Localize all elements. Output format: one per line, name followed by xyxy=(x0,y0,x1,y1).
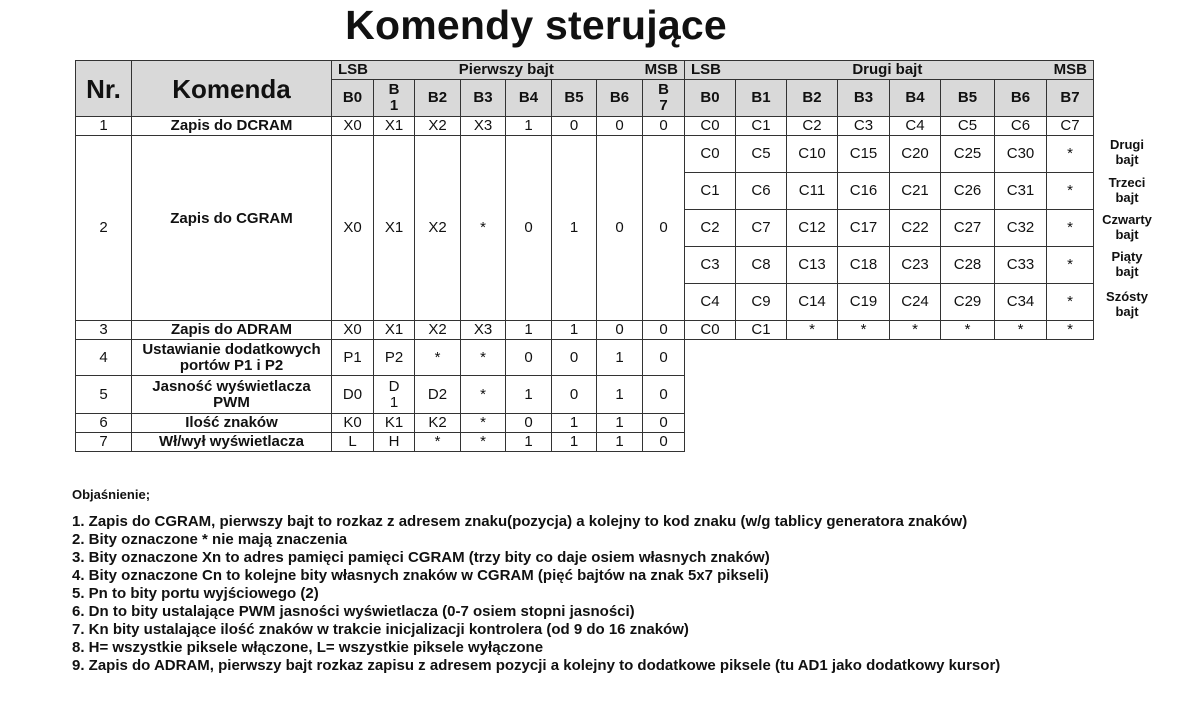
first-byte-bit: 0 xyxy=(597,321,643,340)
second-byte-bit: * xyxy=(1047,136,1094,173)
note-item: 3. Bity oznaczone Xn to adres pamięci pamięci CGRAM (trzy bity co daje osiem własnych znaków) xyxy=(72,549,770,566)
first-byte-bit: 1 xyxy=(506,376,552,414)
byte-order-label: Piąty bajt xyxy=(1111,249,1143,279)
first-byte-bit: * xyxy=(461,376,506,414)
header-second-byte xyxy=(685,61,1094,80)
second-byte-bit-header: B1 xyxy=(736,80,787,117)
first-byte-bit: X1 xyxy=(374,117,415,136)
second-byte-bit: C26 xyxy=(941,173,995,210)
first-byte-bit: 0 xyxy=(643,117,685,136)
second-byte-bit: C17 xyxy=(838,210,890,247)
second-byte-bit-header: B3 xyxy=(838,80,890,117)
table-row xyxy=(76,414,1094,433)
table-row xyxy=(76,117,1094,136)
first-byte-bit: X3 xyxy=(461,321,506,340)
row-number: 1 xyxy=(76,117,132,136)
first-byte-bit: D 1 xyxy=(374,376,415,414)
second-byte-bit: C3 xyxy=(838,117,890,136)
second-byte-bit: C0 xyxy=(685,117,736,136)
first-byte-bit: P1 xyxy=(332,340,374,376)
second-byte-bit-header: B0 xyxy=(685,80,736,117)
second-byte-bit: C0 xyxy=(685,136,736,173)
first-byte-bit: P2 xyxy=(374,340,415,376)
first-byte-bit: D0 xyxy=(332,376,374,414)
second-byte-bit: C11 xyxy=(787,173,838,210)
empty-area xyxy=(685,433,1094,452)
note-item: 7. Kn bity ustalające ilość znaków w trakcie inicjalizacji kontrolera (od 9 do 16 znaków) xyxy=(72,621,689,638)
command-name: Ustawianie dodatkowych portów P1 i P2 xyxy=(132,340,332,376)
second-byte-bit: C21 xyxy=(890,173,941,210)
first-byte-bit-header: B2 xyxy=(415,80,461,117)
second-byte-bit: * xyxy=(1047,173,1094,210)
first-byte-bit: K0 xyxy=(332,414,374,433)
first-byte-bit: 0 xyxy=(552,376,597,414)
second-byte-bit: C23 xyxy=(890,247,941,284)
first-byte-bit: H xyxy=(374,433,415,452)
first-byte-bit: 1 xyxy=(597,414,643,433)
row-number: 5 xyxy=(76,376,132,414)
row-number: 2 xyxy=(76,136,132,321)
first-byte-bit: 1 xyxy=(552,136,597,321)
second-byte-bit: C29 xyxy=(941,284,995,321)
second-byte-bit: C27 xyxy=(941,210,995,247)
second-byte-bit: C30 xyxy=(995,136,1047,173)
second-byte-bit: * xyxy=(995,321,1047,340)
second-byte-bit: C15 xyxy=(838,136,890,173)
row-number: 4 xyxy=(76,340,132,376)
second-byte-msb-label: MSB xyxy=(1053,61,1087,78)
first-byte-bit: X3 xyxy=(461,117,506,136)
first-byte-bit: X2 xyxy=(415,321,461,340)
second-byte-bit: C34 xyxy=(995,284,1047,321)
first-byte-bit: 1 xyxy=(506,321,552,340)
note-item: 8. H= wszystkie piksele włączone, L= wszystkie piksele wyłączone xyxy=(72,639,544,656)
first-byte-bit: * xyxy=(461,414,506,433)
second-byte-bit: C0 xyxy=(685,321,736,340)
command-name: Jasność wyświetlacza PWM xyxy=(132,376,332,414)
notes-section xyxy=(72,487,1000,675)
first-byte-bit: 0 xyxy=(643,414,685,433)
command-name: Zapis do ADRAM xyxy=(132,321,332,340)
second-byte-bit: C7 xyxy=(1047,117,1094,136)
first-byte-bit: 1 xyxy=(597,376,643,414)
second-byte-bit: C3 xyxy=(685,247,736,284)
second-byte-bit-header: B6 xyxy=(995,80,1047,117)
empty-area xyxy=(685,340,1094,376)
second-byte-bit: C1 xyxy=(736,117,787,136)
first-byte-bit-header: B6 xyxy=(597,80,643,117)
first-byte-bit: 0 xyxy=(506,136,552,321)
first-byte-bit: * xyxy=(461,340,506,376)
second-byte-bit: C4 xyxy=(685,284,736,321)
first-byte-bit: D2 xyxy=(415,376,461,414)
empty-area xyxy=(685,376,1094,414)
second-byte-bit: C22 xyxy=(890,210,941,247)
second-byte-bit: C25 xyxy=(941,136,995,173)
first-byte-bit: 0 xyxy=(643,376,685,414)
table-row xyxy=(76,340,1094,376)
table-row xyxy=(76,433,1094,452)
note-item: 4. Bity oznaczone Cn to kolejne bity własnych znaków w CGRAM (pięć bajtów na znak 5x7 pikseli) xyxy=(72,567,769,584)
second-byte-bit: C1 xyxy=(685,173,736,210)
command-table xyxy=(75,60,1094,452)
first-byte-bit: X0 xyxy=(332,321,374,340)
first-byte-bit: K2 xyxy=(415,414,461,433)
first-byte-bit: X2 xyxy=(415,136,461,321)
second-byte-bit: * xyxy=(838,321,890,340)
second-byte-bit: C5 xyxy=(736,136,787,173)
first-byte-bit: X2 xyxy=(415,117,461,136)
second-byte-bit: C6 xyxy=(736,173,787,210)
row-number: 3 xyxy=(76,321,132,340)
second-byte-bit: C8 xyxy=(736,247,787,284)
second-byte-bit: * xyxy=(1047,247,1094,284)
first-byte-bit-header: B 1 xyxy=(374,80,415,117)
first-byte-bit: X0 xyxy=(332,117,374,136)
first-byte-bit-header: B4 xyxy=(506,80,552,117)
first-byte-bit: 0 xyxy=(643,321,685,340)
first-byte-bit: L xyxy=(332,433,374,452)
second-byte-bit: C6 xyxy=(995,117,1047,136)
first-byte-bit: 0 xyxy=(643,340,685,376)
first-byte-bit: X1 xyxy=(374,136,415,321)
command-name: Ilość znaków xyxy=(132,414,332,433)
second-byte-bit: C31 xyxy=(995,173,1047,210)
command-name: Zapis do CGRAM xyxy=(132,136,332,321)
second-byte-bit-header: B5 xyxy=(941,80,995,117)
note-item: 1. Zapis do CGRAM, pierwszy bajt to rozkaz z adresem znaku(pozycja) a kolejny to kod znaku (w/g tablicy generatora znaków) xyxy=(72,513,968,530)
second-byte-bit: C13 xyxy=(787,247,838,284)
page-title: Komendy sterujące xyxy=(345,2,727,48)
first-byte-bit-header: B5 xyxy=(552,80,597,117)
first-byte-bit: * xyxy=(415,433,461,452)
first-byte-bit: 1 xyxy=(552,321,597,340)
first-byte-bit: 0 xyxy=(552,340,597,376)
second-byte-bit-header: B2 xyxy=(787,80,838,117)
second-byte-bit: C4 xyxy=(890,117,941,136)
byte-order-label: Trzeci bajt xyxy=(1108,175,1146,205)
byte-order-label: Czwarty bajt xyxy=(1102,212,1152,242)
note-item: 9. Zapis do ADRAM, pierwszy bajt rozkaz zapisu z adresem pozycji a kolejny to dodatkowe piksele (tu AD1 jako dodatkowy kursor) xyxy=(72,657,1001,674)
second-byte-bit: C24 xyxy=(890,284,941,321)
first-byte-bit: X0 xyxy=(332,136,374,321)
note-item: 5. Pn to bity portu wyjściowego (2) xyxy=(72,585,319,602)
table-row xyxy=(76,376,1094,414)
second-byte-bit: C12 xyxy=(787,210,838,247)
first-byte-bit: X1 xyxy=(374,321,415,340)
first-byte-bit: 1 xyxy=(552,433,597,452)
table-row xyxy=(76,136,1094,173)
notes-heading: Objaśnienie; xyxy=(72,487,151,502)
second-byte-bit-header: B4 xyxy=(890,80,941,117)
header-first-byte xyxy=(332,61,685,80)
first-byte-msb-label: MSB xyxy=(644,61,678,78)
header-nr: Nr. xyxy=(76,61,132,117)
first-byte-bit-header: B3 xyxy=(461,80,506,117)
second-byte-bit: C18 xyxy=(838,247,890,284)
second-byte-bit: C28 xyxy=(941,247,995,284)
second-byte-bit: * xyxy=(1047,284,1094,321)
first-byte-bit: 0 xyxy=(552,117,597,136)
second-byte-bit: C7 xyxy=(736,210,787,247)
row-number: 7 xyxy=(76,433,132,452)
first-byte-bit-header: B 7 xyxy=(643,80,685,117)
note-item: 6. Dn to bity ustalające PWM jasności wyświetlacza (0-7 osiem stopni jasności) xyxy=(72,603,635,620)
second-byte-bit: C5 xyxy=(941,117,995,136)
command-name: Wł/wył wyświetlacza xyxy=(132,433,332,452)
first-byte-bit: 0 xyxy=(643,433,685,452)
first-byte-bit: 0 xyxy=(506,340,552,376)
second-byte-lsb-label: LSB xyxy=(691,61,721,78)
second-byte-bit: C33 xyxy=(995,247,1047,284)
note-item: 2. Bity oznaczone * nie mają znaczenia xyxy=(72,531,348,548)
first-byte-bit: 0 xyxy=(597,117,643,136)
row-number: 6 xyxy=(76,414,132,433)
second-byte-bit: C16 xyxy=(838,173,890,210)
second-byte-bit: C32 xyxy=(995,210,1047,247)
header-komenda: Komenda xyxy=(132,61,332,117)
first-byte-bit: 0 xyxy=(597,136,643,321)
second-byte-bit: C19 xyxy=(838,284,890,321)
first-byte-bit: 0 xyxy=(643,136,685,321)
second-byte-bit: C14 xyxy=(787,284,838,321)
table-row xyxy=(76,321,1094,340)
first-byte-bit-header: B0 xyxy=(332,80,374,117)
second-byte-bit: * xyxy=(1047,321,1094,340)
first-byte-bit: 1 xyxy=(506,117,552,136)
second-byte-bit: * xyxy=(941,321,995,340)
notes-list xyxy=(72,513,1000,675)
second-byte-bit: C1 xyxy=(736,321,787,340)
byte-order-label: Drugi bajt xyxy=(1110,137,1144,167)
byte-order-label: Szósty bajt xyxy=(1106,289,1148,319)
first-byte-label: Pierwszy bajt xyxy=(458,61,554,78)
second-byte-bit: C20 xyxy=(890,136,941,173)
first-byte-bit: 1 xyxy=(506,433,552,452)
first-byte-bit: 1 xyxy=(552,414,597,433)
second-byte-bit: C2 xyxy=(685,210,736,247)
second-byte-bit: C10 xyxy=(787,136,838,173)
second-byte-bit: * xyxy=(890,321,941,340)
first-byte-bit: * xyxy=(415,340,461,376)
second-byte-bit: C2 xyxy=(787,117,838,136)
command-name: Zapis do DCRAM xyxy=(132,117,332,136)
first-byte-bit: 1 xyxy=(597,433,643,452)
second-byte-bit: * xyxy=(787,321,838,340)
first-byte-bit: K1 xyxy=(374,414,415,433)
first-byte-bit: * xyxy=(461,136,506,321)
empty-area xyxy=(685,414,1094,433)
first-byte-bit: 1 xyxy=(597,340,643,376)
second-byte-bit: C9 xyxy=(736,284,787,321)
second-byte-bit-header: B7 xyxy=(1047,80,1094,117)
second-byte-label: Drugi bajt xyxy=(852,61,923,78)
second-byte-bit: * xyxy=(1047,210,1094,247)
first-byte-lsb-label: LSB xyxy=(338,61,368,78)
first-byte-bit: 0 xyxy=(506,414,552,433)
first-byte-bit: * xyxy=(461,433,506,452)
